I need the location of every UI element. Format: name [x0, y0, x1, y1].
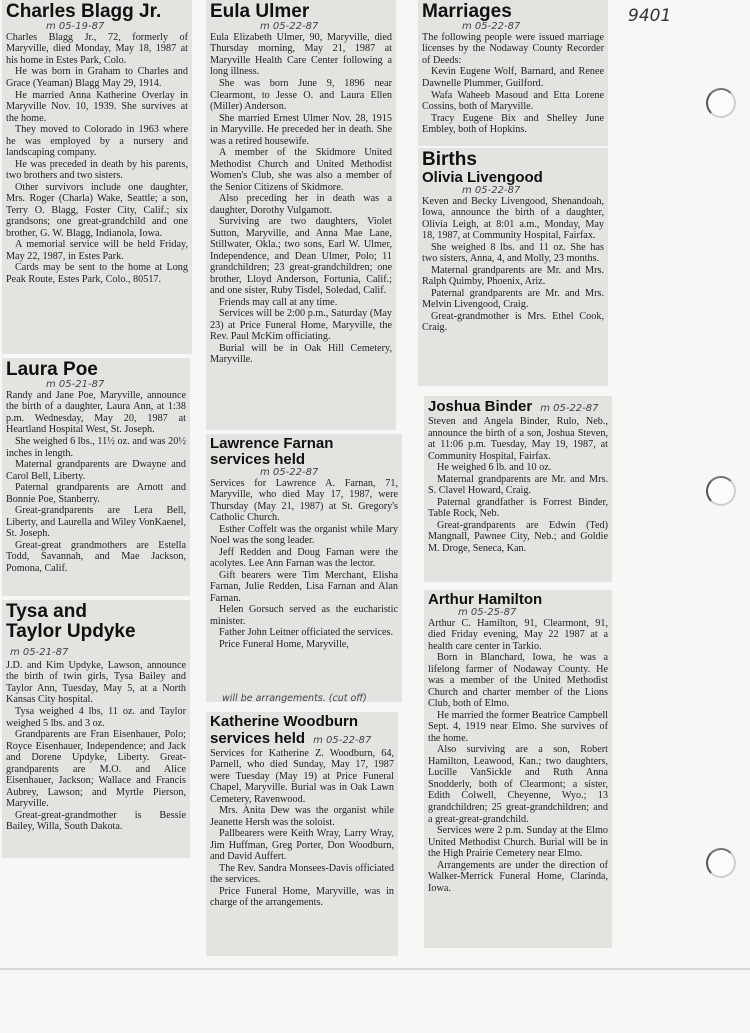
paragraph: Paternal grandparents are Mr. and Mrs. Melvin Livengood, Craig.	[422, 287, 604, 311]
paragraph: Tysa weighed 4 lbs, 11 oz. and Taylor weighed 5 lbs. and 3 oz.	[6, 706, 186, 729]
date-note: m 05-21-87	[46, 378, 105, 390]
paragraph: Friends may call at any time.	[219, 296, 338, 308]
clipping-title: Laura Poe	[6, 359, 98, 380]
clipping-title: Arthur Hamilton	[428, 591, 543, 608]
paragraph: Paternal grandparents are Arnott and Bonnie Poe, Stanberry.	[6, 482, 186, 505]
paragraph: Steven and Angela Binder, Rulo, Neb., announce the birth of a son, Joshua Steven, at 11:06 p.m. Tuesday, May 19, 1987, at Community Hospital, Fairfax.	[428, 416, 608, 462]
clipping-title: Charles Blagg Jr.	[6, 1, 162, 22]
paragraph: Services will be 2:00 p.m., Saturday (May 23) at Price Funeral Home, Maryville, the Rev. Paul McKim officiating.	[210, 308, 392, 343]
paragraph: Price Funeral Home, Maryville, was in charge of the arrangements.	[210, 885, 394, 909]
paragraph: He married the former Beatrice Campbell Sept. 4, 1919 near Elmo. She survives of the home.	[428, 709, 608, 744]
date-note: m 05-22-87	[462, 20, 521, 32]
paragraph: Maternal grandparents are Mr. and Mrs. Ralph Quimby, Phoenix, Ariz.	[422, 264, 604, 288]
clipping-title-line1: Tysa and	[6, 601, 87, 622]
clipping-body	[422, 196, 604, 334]
paragraph: Paternal grandfather is Forrest Binder, Table Rock, Neb.	[428, 496, 608, 520]
date-note: m 05-22-87	[462, 184, 521, 196]
date-note: m 05-22-87	[260, 466, 319, 478]
paragraph: Services were 2 p.m. Sunday at the Elmo United Methodist Church. Burial will be in the High Prairie Cemetery near Elmo.	[428, 825, 608, 860]
clipping-eula-ulmer	[206, 0, 396, 430]
clipping-laura-poe	[2, 358, 190, 596]
clipping-title-line2: services held	[210, 729, 306, 747]
clipping-body	[428, 618, 608, 894]
paragraph: Randy and Jane Poe, Maryville, announce the birth of a daughter, Laura Ann, at 1:38 p.m. Wednesday, May 20, 1987 at Heartland Hospital West, St. Joseph.	[6, 389, 186, 436]
paragraph: She weighed 6 lbs., 11½ oz. and was 20½ inches in length.	[6, 436, 186, 459]
paragraph: Jeff Redden and Doug Farnan were the acolytes. Lee Ann Farnan was the lector.	[210, 546, 398, 570]
paragraph: They moved to Colorado in 1963 where he was employed by a nursery and landscaping company.	[6, 124, 188, 159]
clipping-title: Joshua Binder	[428, 398, 533, 415]
paragraph: Grandparents are Fran Eisenhauer, Polo; Royce Eisenhauer, Independence; and Jack and Dorene Updyke, Liberty. Great-grandparents are M.O. and Alice Eisenhauer, Jackson; Wallace and Francis Aubrey, Lawson; and Myrtle Pierson, Maryville.	[6, 729, 186, 810]
paragraph: She married Ernest Ulmer Nov. 28, 1915 in Maryville. He preceded her in death. She was a retired housewife.	[210, 112, 392, 147]
paragraph: Wafa Waheeb Masoud and Etta Lorene Cossins, both of Maryville.	[422, 89, 604, 113]
clipping-body	[6, 660, 186, 833]
paragraph: Price Funeral Home, Maryville,	[219, 638, 349, 650]
paragraph: Great-great grandmothers are Estella Todd, Savannah, and Mae Jackson, Pomona, Calif.	[6, 539, 186, 574]
clipping-title: Eula Ulmer	[210, 1, 310, 22]
paragraph: Father John Leitner officiated the services.	[219, 627, 394, 639]
date-note: m 05-22-87	[313, 734, 372, 746]
paragraph: A member of the Skidmore United Methodist Church and United Methodist Women's Club, she was also a member of the Senior Citizens of Skidmore.	[210, 147, 392, 193]
paragraph: Arthur C. Hamilton, 91, Clearmont, 91, died Friday evening, May 22 1987 at a health care center in Tarkio.	[428, 617, 608, 652]
paragraph: Great-grandmother is Mrs. Ethel Cook, Craig.	[422, 310, 604, 334]
punch-hole-top	[706, 88, 736, 118]
paragraph: Great-grandparents are Edwin (Ted) Mangnall, Pawnee City, Neb.; and Goldie M. Droge, Seneca, Kan.	[428, 519, 608, 554]
paragraph: Other survivors include one daughter, Mrs. Roger (Charla) Wake, Seattle; a son, Terry O. Blagg, Foster City, Calif.; six grandsons; one great-grandchild and one brother, G. W. Blagg, Indianola, Iowa.	[6, 181, 188, 239]
paragraph: Services for Lawrence A. Farnan, 71, Maryville, who died May 17, 1987, were Thursday (May 21, 1987) at St. Gregory's Catholic Church.	[210, 477, 398, 524]
clipping-katherine-woodburn	[206, 712, 398, 956]
paragraph: Burial will be in Oak Hill Cemetery, Maryville.	[210, 342, 392, 366]
punch-hole-middle	[706, 476, 736, 506]
paragraph: He was preceded in death by his parents, two brothers and two sisters.	[6, 158, 188, 182]
clipping-body	[6, 32, 188, 285]
clipping-body	[210, 748, 394, 909]
paragraph: Keven and Becky Livengood, Shenandoah, Iowa, announce the birth of a daughter, Olivia Leigh, at 8:01 a.m., Monday, May 18, 1987, at Community Hospital, Fairfax.	[422, 195, 604, 242]
date-note: m 05-19-87	[46, 20, 105, 32]
clipping-body	[210, 32, 392, 366]
clipping-marriages	[418, 0, 608, 146]
paragraph: Also surviving are a son, Robert Hamilton, Leawood, Kan.; two daughters, Lucille VanSickle and Ruth Anna Snodderly, both of Clearmont; a sister, Edith Colwell, Cheyenne, Wyo.; 13 grandchildren; 25 great-grandchildren; and a great-great-grandchild.	[428, 744, 608, 825]
paragraph: A memorial service will be held Friday, May 22, 1987, in Estes Park.	[6, 239, 188, 262]
clipping-title-line2: services held	[210, 450, 306, 468]
clipping-body	[6, 390, 186, 574]
clipping-title: Marriages	[422, 1, 512, 22]
clipping-body	[428, 416, 608, 554]
date-note: m 05-22-87	[540, 403, 599, 414]
paragraph: Tracy Eugene Bix and Shelley June Embley, both of Hopkins.	[422, 112, 604, 136]
page-number: 9401	[628, 6, 672, 26]
handwritten-note: will be arrangements. (cut off)	[222, 693, 367, 704]
clipping-arthur-hamilton	[424, 590, 612, 948]
clipping-body	[210, 478, 398, 651]
date-note: m 05-25-87	[458, 606, 517, 618]
paragraph: Pallbearers were Keith Wray, Larry Wray, Jim Huffman, Greg Porter, Don Woodburn, and David Auffert.	[210, 828, 394, 863]
paragraph: Maternal grandparents are Mr. and Mrs. S. Clavel Howard, Craig.	[428, 473, 608, 497]
clipping-title: Olivia Livengood	[422, 168, 543, 186]
clipping-updyke-twins	[2, 600, 190, 858]
paragraph: J.D. and Kim Updyke, Lawson, announce the birth of twin girls, Tysa Bailey and Taylor Ann, Tuesday, May 5, at a North Kansas City hospital.	[6, 659, 186, 706]
paragraph: Charles Blagg Jr., 72, formerly of Maryville, died Monday, May 18, 1987 at his home in Estes Park, Colo.	[6, 31, 188, 66]
paragraph: Arrangements are under the direction of Walker-Merrick Funeral Home, Clarinda, Iowa.	[428, 859, 608, 894]
clipping-lawrence-farnan	[206, 434, 402, 702]
paragraph: He weighed 6 lb. and 10 oz.	[437, 462, 552, 474]
scan-edge	[0, 968, 750, 970]
paragraph: Gift bearers were Tim Merchant, Elisha Farnan, Julie Redden, Lisa Farnan and Alan Farnan.	[210, 569, 398, 604]
paragraph: Helen Gorsuch served as the eucharistic minister.	[210, 604, 398, 627]
paragraph: Also preceding her in death was a daughter, Dorothy Vulgamott.	[210, 193, 392, 216]
paragraph: The Rev. Sandra Monsees-Davis officiated the services.	[210, 862, 394, 886]
clipping-title-line2: Taylor Updyke	[6, 620, 136, 642]
paragraph: Esther Coffelt was the organist while Mary Noel was the song leader.	[210, 523, 398, 547]
paragraph: The following people were issued marriage licenses by the Nodaway County Recorder of Deeds:	[422, 31, 604, 66]
section-heading-births: Births	[422, 149, 477, 170]
paragraph: Mrs. Anita Dew was the organist while Jeanette Hersh was the soloist.	[210, 805, 394, 828]
paragraph: Kevin Eugene Wolf, Barnard, and Renee Dawnelle Plummer, Guilford.	[422, 66, 604, 89]
paragraph: She weighed 8 lbs. and 11 oz. She has two sisters, Anna, 4, and Molly, 23 months.	[422, 241, 604, 265]
paragraph: Maternal grandparents are Dwayne and Carol Bell, Liberty.	[6, 459, 186, 482]
date-note: m 05-22-87	[260, 20, 319, 32]
paragraph: Eula Elizabeth Ulmer, 90, Maryville, died Thursday morning, May 21, 1987 at Maryville Health Care Center following a long illness.	[210, 31, 392, 78]
paragraph: Great-great-grandmother is Bessie Bailey, Willa, South Dakota.	[6, 809, 186, 833]
paragraph: Great-grandparents are Lera Bell, Liberty, and Laurella and Wiley VonKaenel, St. Joseph.	[6, 505, 186, 540]
paragraph: Services for Katherine Z. Woodburn, 64, Parnell, who died Sunday, May 17, 1987 were Tuesday (May 19) at Price Funeral Chapel, Maryville. Burial was in Oak Lawn Cemetery, Ravenwood.	[210, 747, 394, 805]
punch-hole-bottom	[706, 848, 736, 878]
paragraph: He was born in Graham to Charles and Grace (Yeaman) Blagg May 29, 1914.	[6, 66, 188, 89]
paragraph: He married Anna Katherine Overlay in Maryville Nov. 10, 1939. She survives at the home.	[6, 89, 188, 124]
paragraph: Born in Blanchard, Iowa, he was a lifelong farmer of Nodaway County. He was a member of the United Methodist Church and charter member of the Lions Club, both of Elmo.	[428, 652, 608, 710]
clipping-title-line1: Lawrence Farnan	[210, 435, 334, 452]
paragraph: Surviving are two daughters, Violet Sutton, Maryville, and Anna Mae Lane, Stillwater, Okla.; two sons, Earl W. Ulmer, Independence, and Dean Ulmer, Polo; 11 grandchildren; 23 great-grandchildren; one brother, Lloyd Anderson, Fortunia, Calif.; and one sister, Ruby Tisdel, Soledad, Calif.	[210, 216, 392, 297]
paragraph: Cards may be sent to the home at Long Peak Route, Estes Park, Colo., 80517.	[6, 262, 188, 285]
clipping-olivia-livengood	[418, 148, 608, 386]
clipping-charles-blagg	[2, 0, 192, 354]
paragraph: She was born June 9, 1896 near Clearmont, to Jesse O. and Laura Ellen (Miller) Anderson.	[210, 78, 392, 113]
clipping-title-line1: Katherine Woodburn	[210, 713, 359, 730]
clipping-body	[422, 32, 604, 136]
clipping-joshua-binder	[424, 396, 612, 582]
date-note: m 05-21-87	[10, 646, 69, 658]
